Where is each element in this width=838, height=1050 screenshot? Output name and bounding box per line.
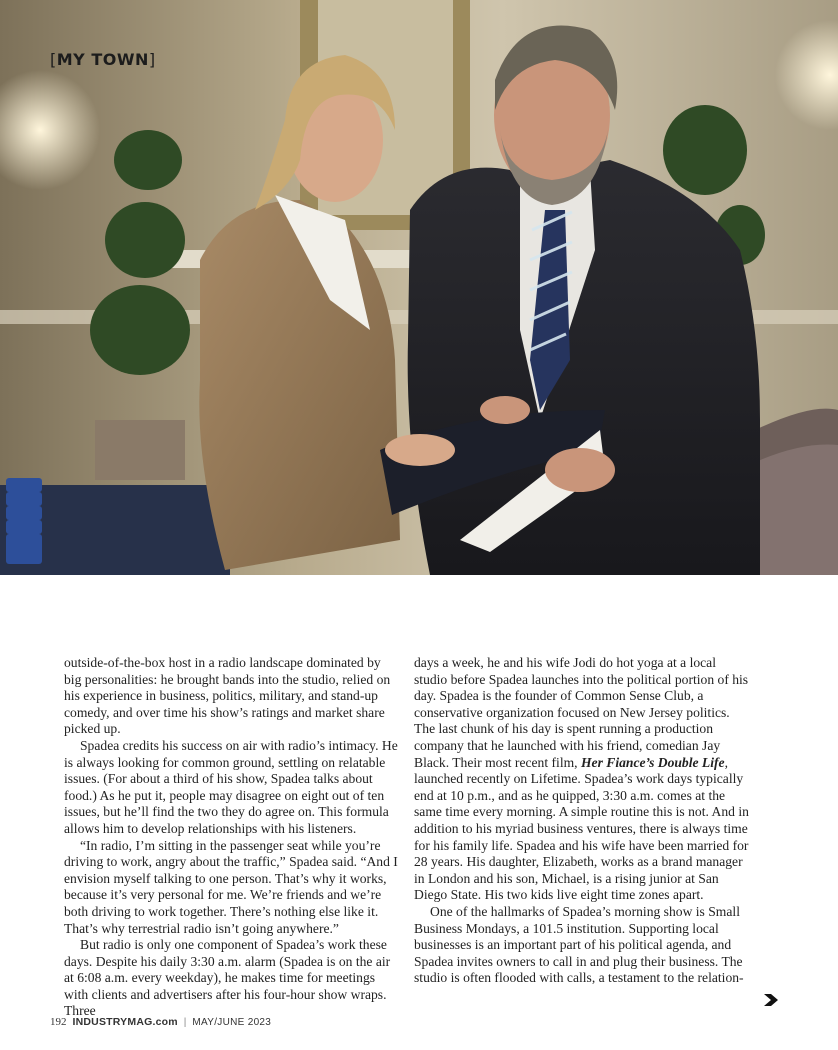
footer-separator: | [183,1016,187,1028]
film-title: Her Fiance’s Double Life [580,754,725,770]
article-paragraph [414,655,750,904]
article-paragraph: Spadea credits his success on air with radio’s intimacy. He is always looking for common ground, settling on relatable issues. (For about a third of his show, Spadea talks about food.) As he put it, people may disagree on eight out of ten issues, but he’ll find the two they do agree on. This formula allows him to develop relationships with his listeners. [64,737,398,836]
article-paragraph: “In radio, I’m sitting in the passenger seat while you’re driving to work, angry about the traffic,” Spadea said. “And I envision myself talking to one person. That’s why it works, because it’s very personal for me. We’re friends and we’re both driving to work together. There’s nothing else like it. That’s why terrestrial radio isn’t going anywhere.” [64,837,398,936]
article-column-left [64,655,400,1020]
section-tag-close-bracket: ] [148,50,156,69]
continue-arrow-icon [763,992,779,1006]
article-column-right [414,655,750,987]
article-paragraph: outside-of-the-box host in a radio landscape dominated by big personalities: he brought bands into the studio, relied on his experience in business, politics, military, and stand-up comedy, and over time his show’s ratings and market share picked up. [64,655,391,737]
paragraph-text: , launched recently on Lifetime. Spadea’s work days typically end at 10 p.m., and as he quipped, 3:30 a.m. comes at the same time every morning. A simple routine this is not. And in addition to his myriad business ventures, there is always time for his family life. Spadea and his wife have been married for 28 years. His daughter, Elizabeth, works as a brand manager in London and his son, Michael, is a rising junior at San Diego State. His two kids live eight time zones apart. [414,754,749,903]
page-footer [50,1016,271,1028]
paragraph-text: days a week, he and his wife Jodi do hot yoga at a local studio before Spadea launches into the political portion of his day. Spadea is the founder of Common Sense Club, a conservative organization focused on New Jersey politics. The last chunk of his day is spent running a production company that he launched with his friend, comedian Jay Black. Their most recent film, [414,655,749,770]
section-tag-label: MY TOWN [56,50,149,69]
section-tag-open-bracket: [ [50,50,57,69]
page-number: 192 [50,1016,67,1028]
issue-date: MAY/JUNE 2023 [192,1016,272,1028]
article-paragraph: One of the hallmarks of Spadea’s morning show is Small Business Mondays, a 101.5 institution. Supporting local businesses is an important part of his political agenda, and Spadea invites owners to call in and plug their business. The studio is often flooded with calls, a testament to the relation- [414,903,744,986]
magazine-name: INDUSTRYMAG.com [72,1016,178,1028]
section-tag [50,50,156,69]
article-paragraph: But radio is only one component of Spadea’s work these days. Despite his daily 3:30 a.m. alarm (Spadea is on the air at 6:08 a.m. every weekday), he makes time for meetings with clients and advertisers after his four-hour show wraps. Three [64,937,391,1019]
